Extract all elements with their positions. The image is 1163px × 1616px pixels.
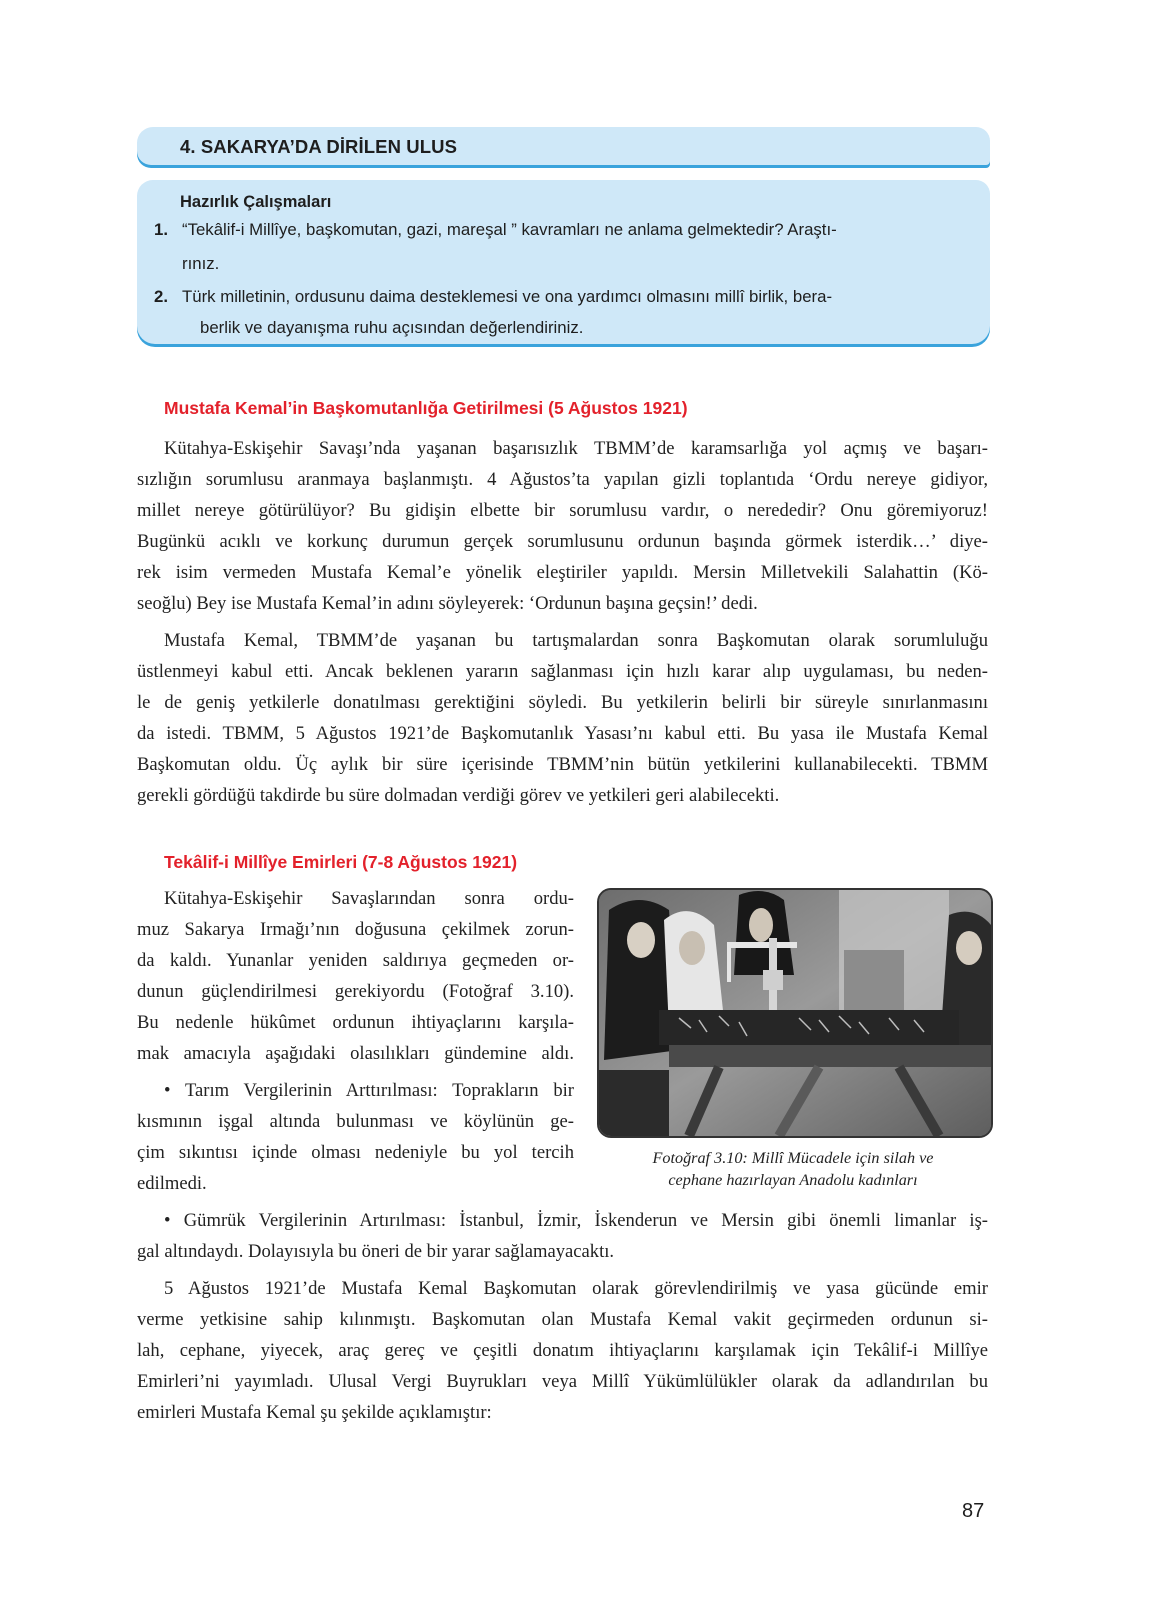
- text-line: 5 Ağustos 1921’de Mustafa Kemal Başkomutan olarak görevlendirilmiş ve yasa gücünde emir: [164, 1278, 988, 1299]
- text-line: üstlenmeyi kabul etti. Ancak beklenen yararın sağlanması için hızlı karar alıp uygulaması, bu neden-: [137, 661, 988, 682]
- text-line: çim sıkıntısı içinde olması nedeniyle bu yol tercih: [137, 1142, 574, 1163]
- historical-photo-women-preparing-ammunition: [597, 888, 993, 1138]
- item-text-line: Türk milletinin, ordusunu daima desteklemesi ve ona yardımcı olmasını millî birlik, bera-: [182, 287, 833, 306]
- text-line: Emirleri’ni yayımladı. Ulusal Vergi Buyrukları veya Millî Yükümlülükler olarak da adlandırılan bu: [137, 1371, 988, 1392]
- text-line: Bu nedenle hükûmet ordunun ihtiyaçlarını karşıla-: [137, 1012, 574, 1033]
- text-line: le de geniş yetkilerle donatılması gerektiğini söyledi. Bu yetkilerin belirli bir süreyle sınırlanmasını: [137, 692, 988, 713]
- text-line: • Tarım Vergilerinin Arttırılması: Toprakların bir: [164, 1080, 574, 1101]
- text-line: dunun güçlendirilmesi gerekiyordu (Fotoğraf 3.10).: [137, 981, 574, 1002]
- item-text-line: “Tekâlif-i Millîye, başkomutan, gazi, mareşal ” kavramları ne anlama gelmektedir? Araştı-: [182, 220, 837, 239]
- chapter-title: 4. SAKARYA’DA DİRİLEN ULUS: [180, 136, 458, 157]
- text-line: da istedi. TBMM, 5 Ağustos 1921’de Başkomutanlık Yasası’nı kabul etti. Bu yasa ile Mustafa Kemal: [137, 723, 988, 744]
- text-line: seoğlu) Bey ise Mustafa Kemal’in adını söyleyerek: ‘Ordunun başına geçsin!’ dedi.: [137, 593, 758, 614]
- text-line: Başkomutan oldu. Üç aylık bir süre içerisinde TBMM’nin bütün yetkilerini kullanabilecekti. TBMM: [137, 754, 988, 775]
- text-line: mak amacıyla aşağıdaki olasılıkları gündemine aldı.: [137, 1043, 574, 1064]
- section-heading-commander-in-chief: Mustafa Kemal’in Başkomutanlığa Getirilmesi (5 Ağustos 1921): [164, 398, 688, 418]
- caption-line: Fotoğraf 3.10: Millî Mücadele için silah ve: [652, 1149, 934, 1167]
- text-line: edilmedi.: [137, 1173, 207, 1194]
- text-line: kısmının işgal altında bulunması ve köylünün ge-: [137, 1111, 574, 1132]
- preparation-box: [137, 180, 990, 344]
- text-line: da kaldı. Yunanlar yeniden saldırıya geçmeden or-: [137, 950, 574, 971]
- text-line: muz Sakarya Irmağı’nın doğusuna çekilmek zorun-: [137, 919, 574, 940]
- photo-caption: [597, 1149, 989, 1190]
- text-line: gerekli gördüğü takdirde bu süre dolmadan verdiği görev ve yetkileri geri alabilecekti.: [137, 785, 780, 806]
- text-line: lah, cephane, yiyecek, araç gereç ve çeşitli donatım ihtiyaçlarını karşılamak için Tekâlif-i Millîye: [137, 1340, 988, 1361]
- item-number: 1.: [154, 220, 168, 239]
- text-line: Kütahya-Eskişehir Savaşlarından sonra ordu-: [164, 888, 574, 909]
- chapter-title-box: [137, 127, 990, 165]
- text-line: rek isim vermeden Mustafa Kemal’e yönelik eleştiriler yapıldı. Mersin Milletvekili Salahattin (Kö-: [137, 562, 988, 583]
- text-line: sızlığın sorumlusu aranmaya başlanmıştı. 4 Ağustos’ta yapılan gizli toplantıda ‘Ordu nereye gidiyor,: [137, 469, 988, 490]
- text-line: millet nereye götürülüyor? Bu gidişin elbette bir sorumlusu vardır, o nerededir? Onu göremiyoruz!: [137, 500, 988, 521]
- text-line: Kütahya-Eskişehir Savaşı’nda yaşanan başarısızlık TBMM’de karamsarlığa yol açmış ve başarı-: [164, 438, 988, 459]
- text-line: gal altındaydı. Dolayısıyla bu öneri de bir yarar sağlamayacaktı.: [137, 1241, 615, 1262]
- item-text-line: rınız.: [182, 254, 220, 273]
- text-line: emirleri Mustafa Kemal şu şekilde açıklamıştır:: [137, 1402, 492, 1423]
- preparation-heading: Hazırlık Çalışmaları: [180, 193, 332, 211]
- page-number: 87: [962, 1500, 985, 1522]
- text-line: • Gümrük Vergilerinin Artırılması: İstanbul, İzmir, İskenderun ve Mersin gibi önemli limanlar iş-: [164, 1210, 988, 1231]
- item-number: 2.: [154, 287, 168, 306]
- item-text-line: berlik ve dayanışma ruhu açısından değerlendiriniz.: [200, 318, 584, 337]
- section-heading-national-obligations: Tekâlif-i Millîye Emirleri (7-8 Ağustos 1921): [164, 852, 518, 872]
- photo-illustration: [599, 890, 991, 1136]
- text-line: Mustafa Kemal, TBMM’de yaşanan bu tartışmalardan sonra Başkomutan olarak sorumluluğu: [164, 630, 988, 651]
- caption-line: cephane hazırlayan Anadolu kadınları: [668, 1171, 918, 1189]
- text-line: verme yetkisine sahip kılınmıştı. Başkomutan olan Mustafa Kemal vakit geçirmeden ordunun si-: [137, 1309, 988, 1330]
- text-line: Bugünkü acıklı ve korkunç durumun gerçek sorumlusunu ordunun başında görmek isterdik…’ diye-: [137, 531, 988, 552]
